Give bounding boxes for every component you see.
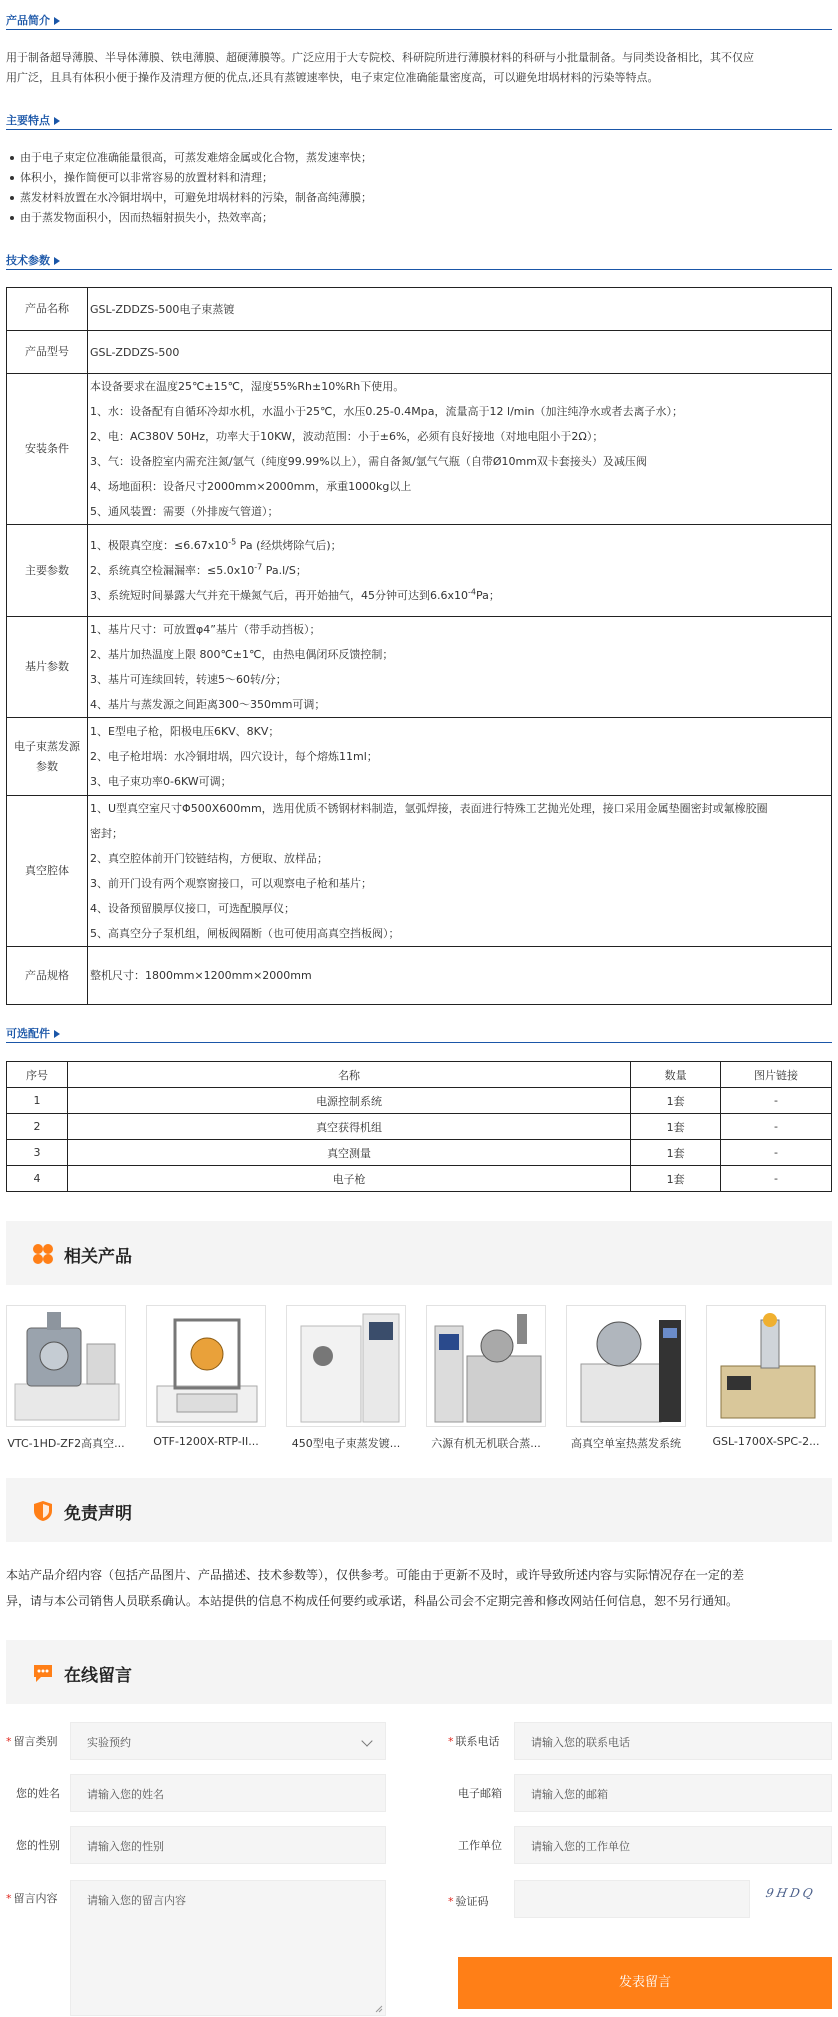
gender-label: 您的性别	[16, 1839, 60, 1852]
table-cell: 3	[7, 1140, 68, 1166]
table-row	[7, 1140, 832, 1166]
intro-line: 用于制备超导薄膜、半导体薄膜、铁电薄膜、超硬薄膜等。广泛应用于大专院校、科研院所进行薄膜材料的科研与小批量制备。与同类设备相比，其不仅应	[6, 51, 754, 64]
related-products-list	[6, 1305, 838, 1455]
table-cell: 真空获得机组	[67, 1114, 630, 1140]
spec-line: 密封；	[90, 827, 123, 840]
table-cell: 真空测量	[67, 1140, 630, 1166]
table-cell: -	[721, 1140, 832, 1166]
product-image[interactable]	[426, 1305, 546, 1427]
triangle-right-icon	[54, 257, 60, 265]
email-input[interactable]: 请输入您的邮箱	[514, 1774, 832, 1812]
phone-input[interactable]: 请输入您的联系电话	[514, 1722, 832, 1760]
required-mark: *	[448, 1735, 454, 1748]
product-card[interactable]	[426, 1305, 546, 1451]
table-cell: 电源控制系统	[67, 1088, 630, 1114]
product-card[interactable]	[6, 1305, 126, 1451]
feature-item: 体积小，操作简便可以非常容易的放置材料和清理；	[6, 168, 832, 188]
form-row-email	[448, 1774, 832, 1812]
product-card[interactable]	[286, 1305, 406, 1451]
spec-value	[88, 718, 832, 796]
captcha-label: 验证码	[455, 1895, 489, 1908]
spec-label: 主要参数	[7, 525, 88, 617]
table-cell: -	[721, 1114, 832, 1140]
features-section-header	[6, 108, 832, 130]
disclaimer-header	[6, 1478, 832, 1542]
form-row-gender	[6, 1826, 386, 1864]
features-list	[6, 148, 832, 228]
product-card[interactable]	[566, 1305, 686, 1451]
spec-label: 安装条件	[7, 374, 88, 525]
table-cell: 1套	[631, 1114, 721, 1140]
product-image[interactable]	[566, 1305, 686, 1427]
phone-label: 联系电话	[455, 1735, 500, 1748]
table-row	[7, 525, 832, 617]
spec-line: 2、系统真空检漏漏率：$\le 5.0x10^{-7}$ Pa.l/S；	[90, 562, 307, 577]
spec-line: 2、基片加热温度上限 800℃±1℃，由热电偶闭环反馈控制；	[90, 648, 394, 661]
shield-icon	[32, 1500, 54, 1522]
spec-line: 3、电子束功率0-6KW可调；	[90, 775, 232, 788]
product-image[interactable]	[146, 1305, 266, 1427]
table-row	[7, 331, 832, 374]
form-row-name	[6, 1774, 386, 1812]
table-cell: 1套	[631, 1088, 721, 1114]
work-label: 工作单位	[458, 1839, 502, 1852]
table-cell: 1套	[631, 1140, 721, 1166]
specs-section-title: 技术参数	[6, 254, 50, 267]
email-label: 电子邮箱	[458, 1787, 502, 1800]
captcha-input[interactable]	[514, 1880, 750, 1918]
product-card[interactable]	[706, 1305, 826, 1448]
chat-bubble-icon	[32, 1662, 54, 1684]
spec-line: 2、电子枪坩埚：水冷铜坩埚，四穴设计，每个熔炼11ml；	[90, 750, 378, 763]
intro-section-header	[6, 8, 832, 30]
spec-line: 3、前开门设有两个观察窗接口，可以观察电子枪和基片；	[90, 877, 372, 890]
form-row-phone	[448, 1722, 832, 1760]
options-section-title: 可选配件	[6, 1027, 50, 1040]
table-row	[7, 796, 832, 947]
options-section-header	[6, 1021, 832, 1043]
spec-label: 基片参数	[7, 617, 88, 718]
spec-line: 1、水：设备配有自循环冷却水机，水温小于25℃，水压0.25-0.4Mpa，流量高于12 l/min（加注纯净水或者去离子水）；	[90, 405, 684, 418]
triangle-right-icon	[54, 1030, 60, 1038]
form-row-content	[6, 1880, 386, 2016]
spec-line: 4、基片与蒸发源之间距离300～350mm可调；	[90, 698, 326, 711]
message-title: 在线留言	[64, 1666, 132, 1686]
spec-line: 本设备要求在温度25℃±15℃，湿度55%Rh±10%Rh下使用。	[90, 380, 405, 393]
spec-value	[88, 617, 832, 718]
spec-line: 5、通风装置：需要（外排废气管道）；	[90, 505, 279, 518]
spec-line: 1、极限真空度：$\le 6.67x10^{-5}$ Pa (经烘烤除气后)；	[90, 537, 342, 552]
spec-line: 4、场地面积：设备尺寸2000mm×2000mm，承重1000kg以上	[90, 480, 412, 493]
spec-line: 3、系统短时间暴露大气并充干燥氮气后，再开始抽气，45分钟可达到$6.6x10^{-4}Pa$；	[90, 587, 500, 602]
product-image[interactable]	[286, 1305, 406, 1427]
disclaimer-line: 异，请与本公司销售人员联系确认。本站提供的信息不构成任何要约或承诺，科晶公司会不定期完善和修改网站任何信息，恕不另行通知。	[6, 1594, 739, 1608]
spec-value	[88, 796, 832, 947]
table-cell: 4	[7, 1166, 68, 1192]
spec-label: 产品型号	[7, 331, 88, 374]
table-header-row	[7, 1062, 832, 1088]
product-image[interactable]	[706, 1305, 826, 1427]
spec-line: 1、基片尺寸：可放置φ4”基片（带手动挡板）；	[90, 623, 321, 636]
table-row	[7, 1114, 832, 1140]
spec-value	[88, 374, 832, 525]
table-row	[7, 1088, 832, 1114]
spec-line: 1、E型电子枪，阳极电压6KV、8KV；	[90, 725, 280, 738]
spec-line: 2、真空腔体前开门铰链结构，方便取、放样品；	[90, 852, 328, 865]
table-cell: -	[721, 1166, 832, 1192]
specs-table	[6, 287, 832, 1005]
table-row	[7, 288, 832, 331]
required-mark: *	[6, 1892, 12, 1905]
spec-value: GSL-ZDDZS-500	[88, 331, 832, 374]
product-caption[interactable]: 高真空单室热蒸发系统	[571, 1437, 681, 1450]
product-caption[interactable]: VTC-1HD-ZF2高真空...	[7, 1437, 125, 1450]
spec-label: 电子束蒸发源参数	[7, 718, 88, 796]
feature-item: 由于电子束定位准确能量很高，可蒸发难熔金属或化合物，蒸发速率快；	[6, 148, 832, 168]
intro-text	[6, 48, 832, 88]
feature-item: 由于蒸发物面积小，因而热辐射损失小，热效率高；	[6, 208, 832, 228]
content-label: 留言内容	[13, 1892, 58, 1905]
required-mark: *	[448, 1895, 454, 1908]
intro-line: 用广泛，且具有体积小便于操作及清理方便的优点,还具有蒸镀速率快，电子束定位准确能量密度高，可以避免坩埚材料的污染等特点。	[6, 71, 659, 84]
table-row	[7, 1166, 832, 1192]
spec-value: 整机尺寸：1800mm×1200mm×2000mm	[88, 947, 832, 1005]
product-card[interactable]	[146, 1305, 266, 1448]
triangle-right-icon	[54, 17, 60, 25]
product-caption[interactable]: 450型电子束蒸发镀...	[291, 1437, 401, 1450]
type-select[interactable]: 实验预约	[70, 1722, 386, 1760]
work-input[interactable]: 请输入您的工作单位	[514, 1826, 832, 1864]
spec-value	[88, 525, 832, 617]
feature-item: 蒸发材料放置在水冷铜坩埚中，可避免坩埚材料的污染，制备高纯薄膜；	[6, 188, 832, 208]
content-textarea[interactable]: 请输入您的留言内容	[70, 1880, 386, 2016]
form-row-captcha	[448, 1880, 832, 1918]
table-cell: 2	[7, 1114, 68, 1140]
grid-flower-icon	[32, 1243, 54, 1265]
table-cell: -	[721, 1088, 832, 1114]
spec-line: 5、高真空分子泵机组，闸板阀隔断（也可使用高真空挡板阀）；	[90, 927, 400, 940]
spec-line: 1、U型真空室尺寸Φ500X600mm，选用优质不锈钢材料制造，氩弧焊接，表面进行特殊工艺抛光处理，接口采用金属垫圈密封或氟橡胶圈	[90, 802, 768, 815]
gender-input[interactable]: 请输入您的性别	[70, 1826, 386, 1864]
table-row	[7, 947, 832, 1005]
column-header: 图片链接	[721, 1062, 832, 1088]
table-cell: 电子枪	[67, 1166, 630, 1192]
name-label: 您的姓名	[16, 1787, 60, 1800]
product-caption[interactable]: OTF-1200X-RTP-II...	[153, 1435, 259, 1448]
specs-section-header	[6, 248, 832, 270]
table-row	[7, 617, 832, 718]
table-cell: 1	[7, 1088, 68, 1114]
captcha-image[interactable]: 9HDQ	[764, 1886, 817, 1900]
name-input[interactable]: 请输入您的姓名	[70, 1774, 386, 1812]
product-caption[interactable]: GSL-1700X-SPC-2...	[712, 1435, 820, 1448]
disclaimer-text	[6, 1562, 832, 1614]
spec-line: 3、基片可连续回转，转速5～60转/分；	[90, 673, 287, 686]
options-table	[6, 1061, 832, 1192]
disclaimer-line: 本站产品介绍内容（包括产品图片、产品描述、技术参数等），仅供参考。可能由于更新不及时，或许导致所述内容与实际情况存在一定的差	[6, 1568, 745, 1582]
related-products-header	[6, 1221, 832, 1285]
column-header: 序号	[7, 1062, 68, 1088]
spec-line: 2、电：AC380V 50Hz，功率大于10KW，波动范围：小于±6%，必须有良好接地（对地电阻小于2Ω）；	[90, 430, 604, 443]
related-products-title: 相关产品	[64, 1247, 132, 1267]
triangle-right-icon	[54, 117, 60, 125]
table-row	[7, 374, 832, 525]
intro-section-title: 产品简介	[6, 14, 50, 27]
product-caption[interactable]: 六源有机无机联合蒸...	[431, 1437, 541, 1450]
spec-line: 4、设备预留膜厚仪接口，可选配膜厚仪；	[90, 902, 295, 915]
type-label: 留言类别	[13, 1735, 58, 1748]
spec-value: GSL-ZDDZS-500电子束蒸镀	[88, 288, 832, 331]
column-header: 数量	[631, 1062, 721, 1088]
message-header	[6, 1640, 832, 1704]
table-cell: 1套	[631, 1166, 721, 1192]
resize-handle-icon[interactable]	[375, 2005, 383, 2013]
table-row	[7, 718, 832, 796]
features-section-title: 主要特点	[6, 114, 50, 127]
submit-message-button[interactable]: 发表留言	[458, 1957, 832, 2009]
required-mark: *	[6, 1735, 12, 1748]
spec-label: 真空腔体	[7, 796, 88, 947]
form-row-work	[448, 1826, 832, 1864]
product-image[interactable]	[6, 1305, 126, 1427]
spec-label: 产品名称	[7, 288, 88, 331]
disclaimer-title: 免责声明	[64, 1504, 132, 1524]
spec-label: 产品规格	[7, 947, 88, 1005]
form-row-type	[6, 1722, 386, 1760]
chevron-down-icon	[361, 1735, 372, 1746]
column-header: 名称	[67, 1062, 630, 1088]
spec-line: 3、气：设备腔室内需充注氮/氩气（纯度99.99%以上），需自备氮/氩气气瓶（自带Ø10mm双卡套接头）及减压阀	[90, 455, 647, 468]
